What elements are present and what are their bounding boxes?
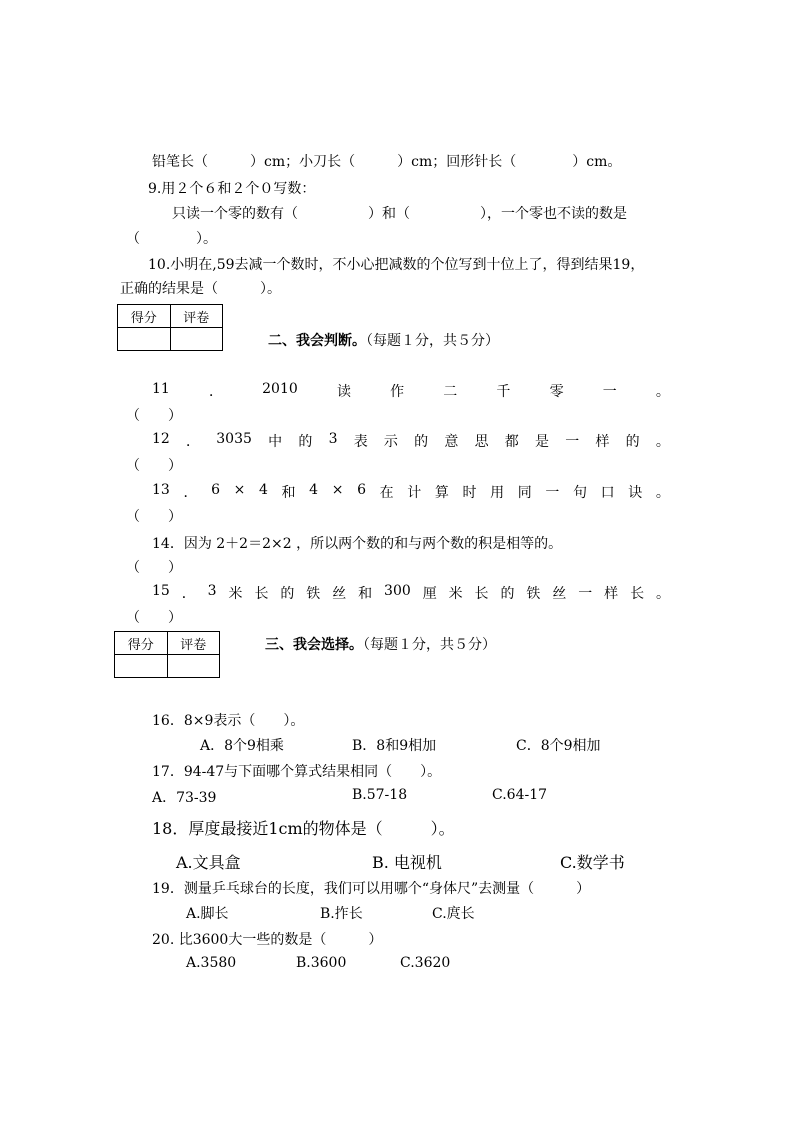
q20-option-b: B.3600 [296, 955, 347, 971]
q13-token: 时 [462, 485, 477, 501]
section3-title [265, 634, 496, 654]
q15-token: 300 [384, 583, 411, 599]
q12-token: 思 [474, 434, 489, 450]
section2-title [268, 330, 499, 350]
q15-line [152, 583, 670, 603]
q12-token: 的 [625, 434, 640, 450]
q13-token: 用 [490, 485, 505, 501]
q10-line2: 正确的结果是（ ）。 [120, 281, 281, 297]
q12-token: 示 [383, 434, 398, 450]
q17-option-b: B.57-18 [352, 787, 408, 803]
q11-line [152, 381, 670, 401]
q9-line1: 只读一个零的数有（ ）和（ ），一个零也不读的数是 [172, 206, 627, 222]
q15-token: 丝 [552, 586, 567, 602]
q13-token: 口 [600, 485, 615, 501]
q13-token: 4 [258, 482, 268, 498]
q11-token: ． [208, 384, 223, 400]
q13-token: 句 [572, 485, 587, 501]
q13-token: 和 [281, 485, 296, 501]
q9-title: 9.用２个６和２个０写数： [148, 181, 316, 197]
q11-token: 作 [390, 384, 405, 400]
q13-token: 6 [357, 482, 366, 498]
q15-token: 的 [500, 586, 515, 602]
q13-token: 13 [152, 482, 170, 498]
q15-token: 。 [656, 586, 670, 602]
section2-heading: 二、我会判断。 [268, 333, 366, 349]
q12-token: 3035 [216, 431, 252, 447]
q19-option-c: C.庹长 [432, 906, 475, 922]
q17-option-c: C.64-17 [492, 787, 548, 803]
q12-token: 的 [298, 434, 313, 450]
q12-token: 的 [414, 434, 429, 450]
q19-option-b: B.拃长 [320, 906, 363, 922]
q19-stem: 19．测量乒乓球台的长度，我们可以用哪个“身体尺”去测量（ ） [152, 881, 591, 897]
q13-answer-paren: （ ） [126, 509, 182, 525]
q13-token: 计 [407, 485, 422, 501]
score-cell [118, 328, 171, 351]
q11-token: 读 [336, 384, 351, 400]
q15-token: 厘 [422, 586, 437, 602]
q15-token: 长 [474, 586, 489, 602]
q9-line2: （ ）。 [126, 231, 217, 247]
q12-token: 中 [268, 434, 283, 450]
q13-token: 6 [211, 482, 220, 498]
q14-line: 14．因为 2＋2＝2×2 ，所以两个数的和与两个数的积是相等的。 [152, 536, 563, 552]
score-box-section2 [117, 304, 223, 351]
q12-token: 表 [353, 434, 368, 450]
score-label: 得分 [115, 632, 168, 655]
q15-answer-paren: （ ） [126, 610, 182, 626]
q15-token: ． [181, 586, 196, 602]
section3-heading: 三、我会选择。 [265, 637, 363, 653]
q8-measure-line: 铅笔长（ ）cm；小刀长（ ）cm；回形针长（ ）cm。 [152, 154, 622, 170]
grader-label: 评卷 [167, 632, 220, 655]
q13-token: 。 [655, 485, 670, 501]
q13-token: 算 [434, 485, 449, 501]
q15-token: 3 [207, 583, 217, 599]
q11-token: 二 [443, 384, 458, 400]
q16-stem: 16．8×9表示（ ）。 [152, 713, 305, 729]
q12-answer-paren: （ ） [126, 458, 182, 474]
q13-token: × [331, 482, 344, 498]
q16-option-c: C．8个9相加 [516, 738, 601, 754]
q15-token: 铁 [306, 586, 321, 602]
q18-option-a: A.文具盒 [176, 853, 241, 872]
grader-cell [167, 655, 220, 678]
q13-token: 4 [309, 482, 319, 498]
section2-note: （每题１分，共５分） [366, 333, 499, 349]
q13-token: ． [183, 485, 198, 501]
q12-token: 是 [535, 434, 550, 450]
q11-token: 11 [152, 381, 170, 397]
q17-option-a: A．73-39 [152, 790, 217, 806]
q12-token: ． [186, 434, 201, 450]
q12-token: 都 [504, 434, 519, 450]
q15-token: 样 [604, 586, 619, 602]
q15-token: 15 [152, 583, 170, 599]
q15-token: 丝 [332, 586, 347, 602]
score-cell [115, 655, 168, 678]
q13-token: 诀 [628, 485, 643, 501]
q18-option-b: B. 电视机 [372, 853, 442, 872]
q11-token: 零 [549, 384, 564, 400]
q17-stem: 17．94-47与下面哪个算式结果相同（ ）。 [152, 764, 442, 780]
q12-token: 意 [444, 434, 459, 450]
q15-token: 长 [630, 586, 645, 602]
q11-answer-paren: （ ） [126, 408, 182, 424]
score-label: 得分 [118, 305, 171, 328]
q18-stem: 18．厚度最接近1cm的物体是（ ）。 [152, 819, 455, 838]
q12-token: 。 [655, 434, 670, 450]
q15-token: 长 [254, 586, 269, 602]
q16-option-b: B．8和9相加 [352, 738, 437, 754]
q15-token: 米 [228, 586, 243, 602]
q12-token: 一 [565, 434, 580, 450]
q12-token: 3 [328, 431, 338, 447]
q12-token: 12 [152, 431, 170, 447]
q12-token: 样 [595, 434, 610, 450]
q13-token: 在 [379, 485, 394, 501]
q20-stem: 20. 比3600大一些的数是（ ） [152, 932, 383, 948]
grader-cell [170, 328, 223, 351]
q11-token: 一 [602, 384, 617, 400]
q13-token: 一 [545, 485, 560, 501]
q13-token: 同 [517, 485, 532, 501]
score-box-section3 [114, 631, 220, 678]
q11-token: 。 [655, 384, 670, 400]
q15-token: 铁 [526, 586, 541, 602]
q12-line [152, 431, 670, 451]
q10-line1: 10.小明在,59去减一个数时，不小心把减数的个位写到十位上了，得到结果19， [148, 257, 645, 273]
q14-answer-paren: （ ） [126, 560, 182, 576]
q15-token: 和 [358, 586, 373, 602]
section3-note: （每题１分，共５分） [363, 637, 496, 653]
q13-token: × [233, 482, 246, 498]
q18-option-c: C.数学书 [560, 853, 625, 872]
grader-label: 评卷 [170, 305, 223, 328]
q13-line [152, 482, 670, 502]
q11-token: 千 [496, 384, 511, 400]
q16-option-a: A．8个9相乘 [200, 738, 284, 754]
q19-option-a: A.脚长 [186, 906, 229, 922]
q15-token: 的 [280, 586, 295, 602]
q20-option-a: A.3580 [186, 955, 237, 971]
q15-token: 一 [578, 586, 593, 602]
q11-token: 2010 [262, 381, 298, 397]
q20-option-c: C.3620 [400, 955, 451, 971]
q15-token: 米 [448, 586, 463, 602]
